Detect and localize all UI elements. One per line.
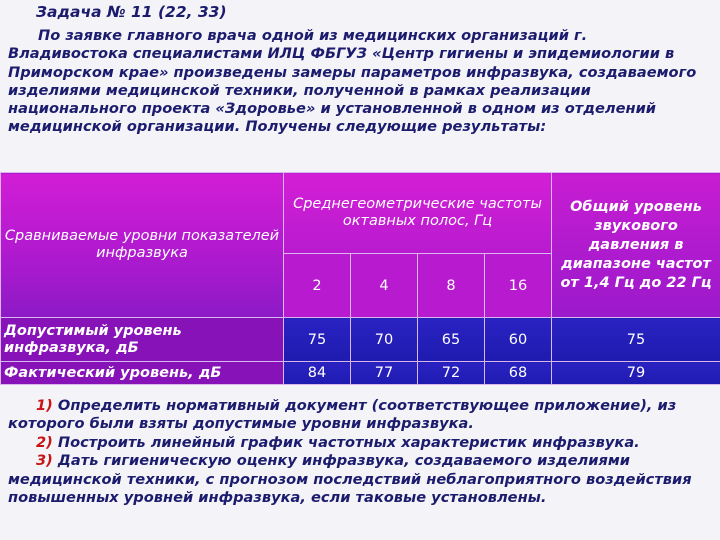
- freq-header-4hz: 4: [351, 254, 418, 318]
- freq-header-8hz: 8: [418, 254, 485, 318]
- octave-frequencies-header: Среднегеометрические частоты октавных полос, Гц: [284, 173, 552, 254]
- task-number: 2): [36, 433, 53, 451]
- cell-total: 79: [552, 362, 720, 385]
- task-description: По заявке главного врача одной из медицинских организаций г. Владивостока специалистами ИЛЦ ФБГУЗ «Центр гигиены и эпидемиологии в Приморском крае» произведены замеры параметров инфразвука, создаваемого изделиями медицинской техники, полученной в рамках реализации национального проекта «Здоровье» и установленной в одном из отделений медицинской организации. Получены следующие результаты:: [8, 27, 697, 136]
- table-row-permissible: [1, 318, 720, 362]
- task-number: 1): [36, 397, 53, 414]
- task-text: Определить нормативный документ (соответствующее приложение), из которого были взяты допустимые уровни инфразвука.: [8, 397, 677, 433]
- row-label: Допустимый уровень инфразвука, дБ: [1, 318, 284, 362]
- freq-header-16hz: 16: [485, 254, 552, 318]
- cell-value: 72: [418, 362, 485, 385]
- task-item-1: [8, 397, 714, 434]
- cell-value: 68: [485, 362, 552, 385]
- measurement-table: [0, 172, 720, 385]
- cell-total: 75: [552, 318, 720, 362]
- cell-value: 77: [351, 362, 418, 385]
- task-item-3: [8, 452, 714, 507]
- cell-value: 84: [284, 362, 351, 385]
- cell-value: 65: [418, 318, 485, 362]
- row-label: Фактический уровень, дБ: [1, 362, 284, 385]
- task-title: Задача № 11 (22, 33): [36, 3, 227, 21]
- task-item-2: [8, 434, 714, 452]
- total-pressure-header: Общий уровень звукового давления в диапазоне частот от 1,4 Гц до 22 Гц: [552, 173, 720, 318]
- task-number: 3): [36, 452, 53, 470]
- freq-header-2hz: 2: [284, 254, 351, 318]
- task-text: Построить линейный график частотных характеристик инфразвука.: [57, 433, 640, 451]
- cell-value: 60: [485, 318, 552, 362]
- compared-levels-header: Сравниваемые уровни показателей инфразвука: [1, 173, 284, 318]
- cell-value: 70: [351, 318, 418, 362]
- cell-value: 75: [284, 318, 351, 362]
- task-text: Дать гигиеническую оценку инфразвука, создаваемого изделиями медицинской техники, с прогнозом последствий неблагоприятного воздействия повышенных уровней инфразвука, если таковые установлены.: [8, 452, 692, 507]
- task-list: [8, 397, 714, 507]
- table-row-actual: [1, 362, 720, 385]
